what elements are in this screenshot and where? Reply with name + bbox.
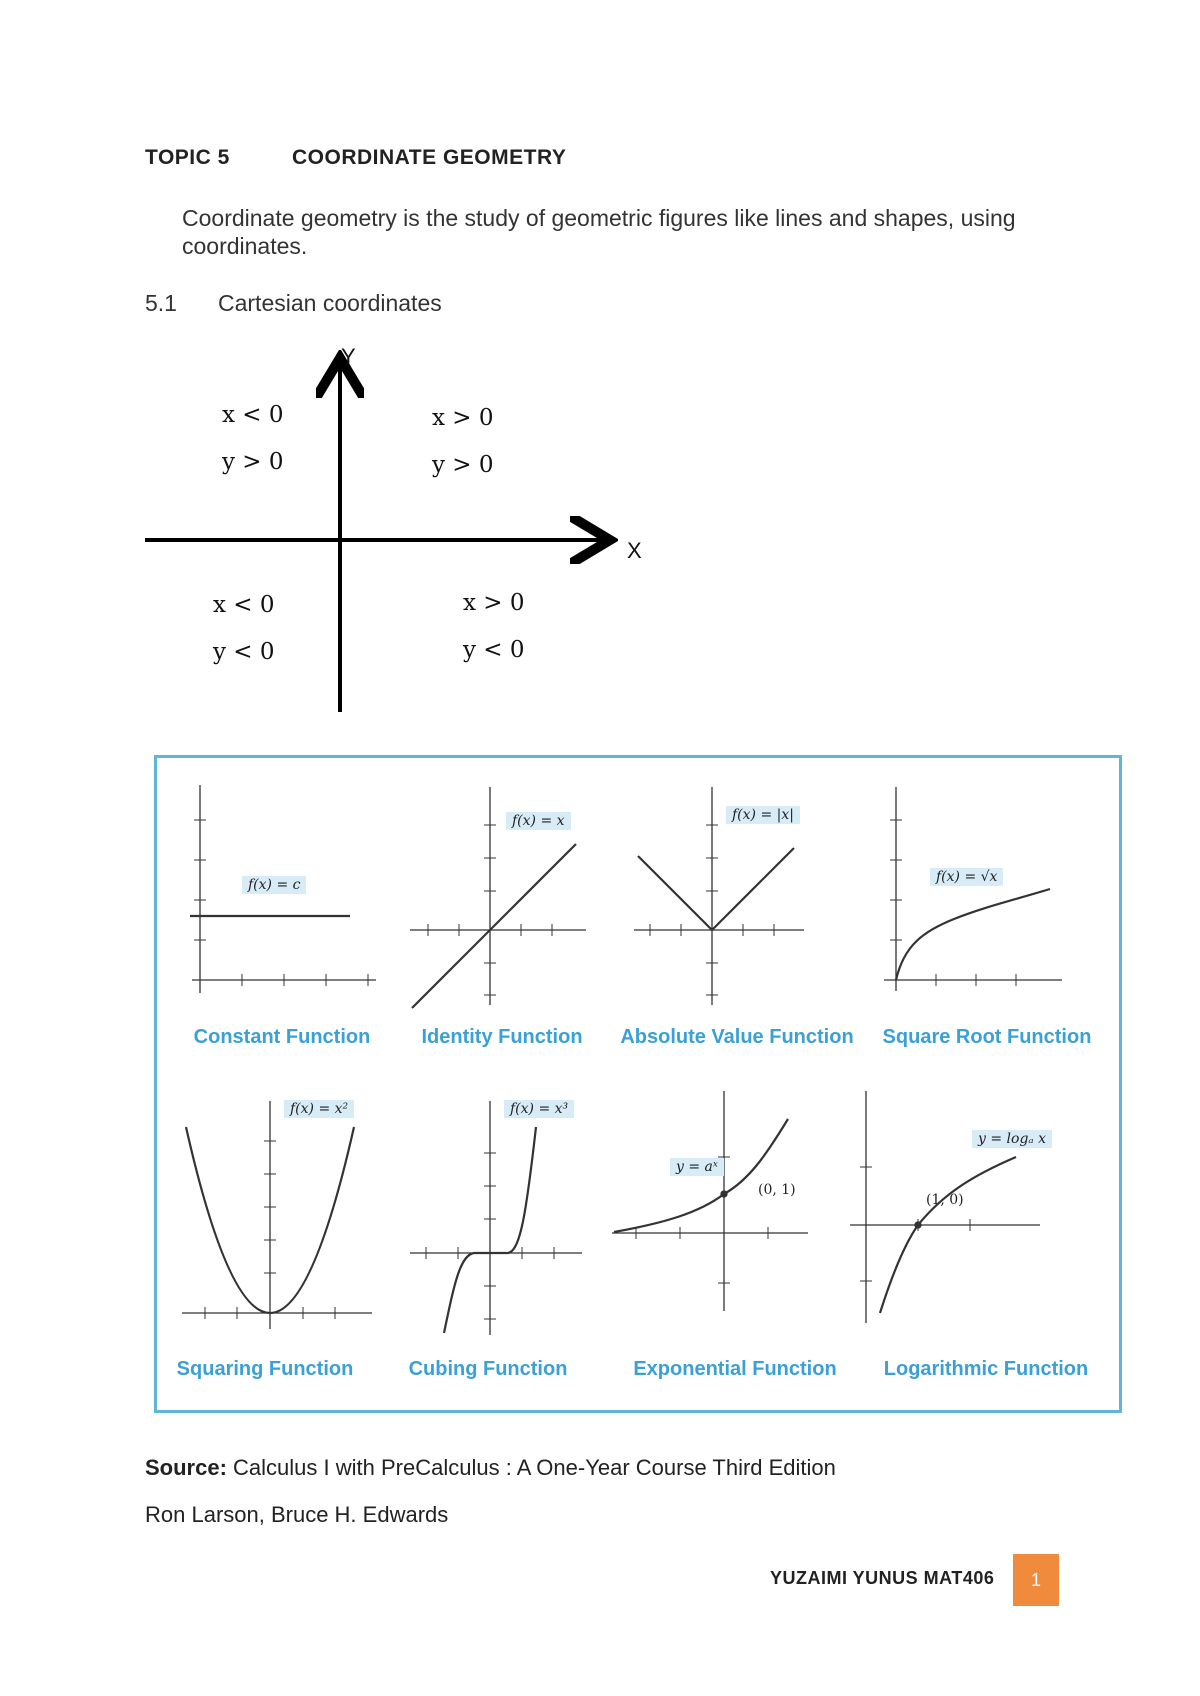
function-name-squaring: Squaring Function: [176, 1358, 354, 1380]
function-graphs: [154, 755, 1122, 1413]
footer-author: YUZAIMI YUNUS MAT406: [770, 1568, 995, 1588]
squaring-graph: [182, 1101, 372, 1329]
function-name-cubing: Cubing Function: [408, 1358, 568, 1380]
quadrant-x-condition: x < 0: [213, 592, 275, 618]
quadrant-y-condition: y > 0: [432, 452, 494, 478]
source-label: Source:: [145, 1455, 227, 1480]
logarithmic-formula: y = logₐ x: [972, 1130, 1052, 1148]
quadrant-x-condition: x > 0: [463, 590, 525, 616]
cubing-formula: f(x) = x³: [504, 1100, 574, 1118]
function-name-constant: Constant Function: [193, 1026, 371, 1048]
square-root-formula: f(x) = √x: [930, 868, 1003, 886]
topic-number: TOPIC 5: [145, 146, 230, 169]
function-name-absolute-value: Absolute Value Function: [620, 1026, 854, 1048]
logarithmic-point-label: (1, 0): [926, 1192, 964, 1208]
source-citation: [145, 1455, 836, 1481]
source-authors: Ron Larson, Bruce H. Edwards: [145, 1502, 449, 1527]
squaring-formula: f(x) = x²: [284, 1100, 354, 1118]
y-axis-label: Y: [341, 344, 356, 369]
exponential-graph: [612, 1091, 808, 1311]
intro-paragraph: Coordinate geometry is the study of geometric figures like lines and shapes, using coordinates.: [182, 205, 1016, 259]
quadrant-top-left: [222, 402, 284, 496]
function-name-exponential: Exponential Function: [633, 1358, 837, 1380]
quadrant-y-condition: y < 0: [213, 639, 275, 665]
quadrant-bottom-left: [213, 592, 275, 686]
identity-formula: f(x) = x: [506, 812, 571, 830]
function-name-square-root: Square Root Function: [882, 1026, 1092, 1048]
x-axis-label: X: [627, 538, 642, 563]
quadrant-x-condition: x > 0: [432, 405, 494, 431]
quadrant-y-condition: y < 0: [463, 637, 525, 663]
absolute-value-formula: f(x) = |x|: [726, 806, 800, 824]
source-text: Calculus I with PreCalculus : A One-Year Course Third Edition: [233, 1455, 836, 1480]
constant-formula: f(x) = c: [242, 876, 306, 894]
function-name-identity: Identity Function: [421, 1026, 583, 1048]
function-name-logarithmic: Logarithmic Function: [883, 1358, 1089, 1380]
topic-title: COORDINATE GEOMETRY: [292, 146, 567, 169]
cubing-graph: [410, 1101, 582, 1335]
quadrant-bottom-right: [463, 590, 525, 684]
page-number: 1: [1013, 1554, 1059, 1606]
section-number: 5.1: [145, 290, 177, 316]
quadrant-top-right: [432, 405, 494, 499]
exponential-point-label: (0, 1): [758, 1182, 796, 1198]
quadrant-y-condition: y > 0: [222, 449, 284, 475]
quadrant-x-condition: x < 0: [222, 402, 284, 428]
exponential-formula: y = aˣ: [670, 1158, 724, 1176]
section-title: Cartesian coordinates: [218, 290, 442, 316]
square-root-graph: [884, 787, 1062, 991]
